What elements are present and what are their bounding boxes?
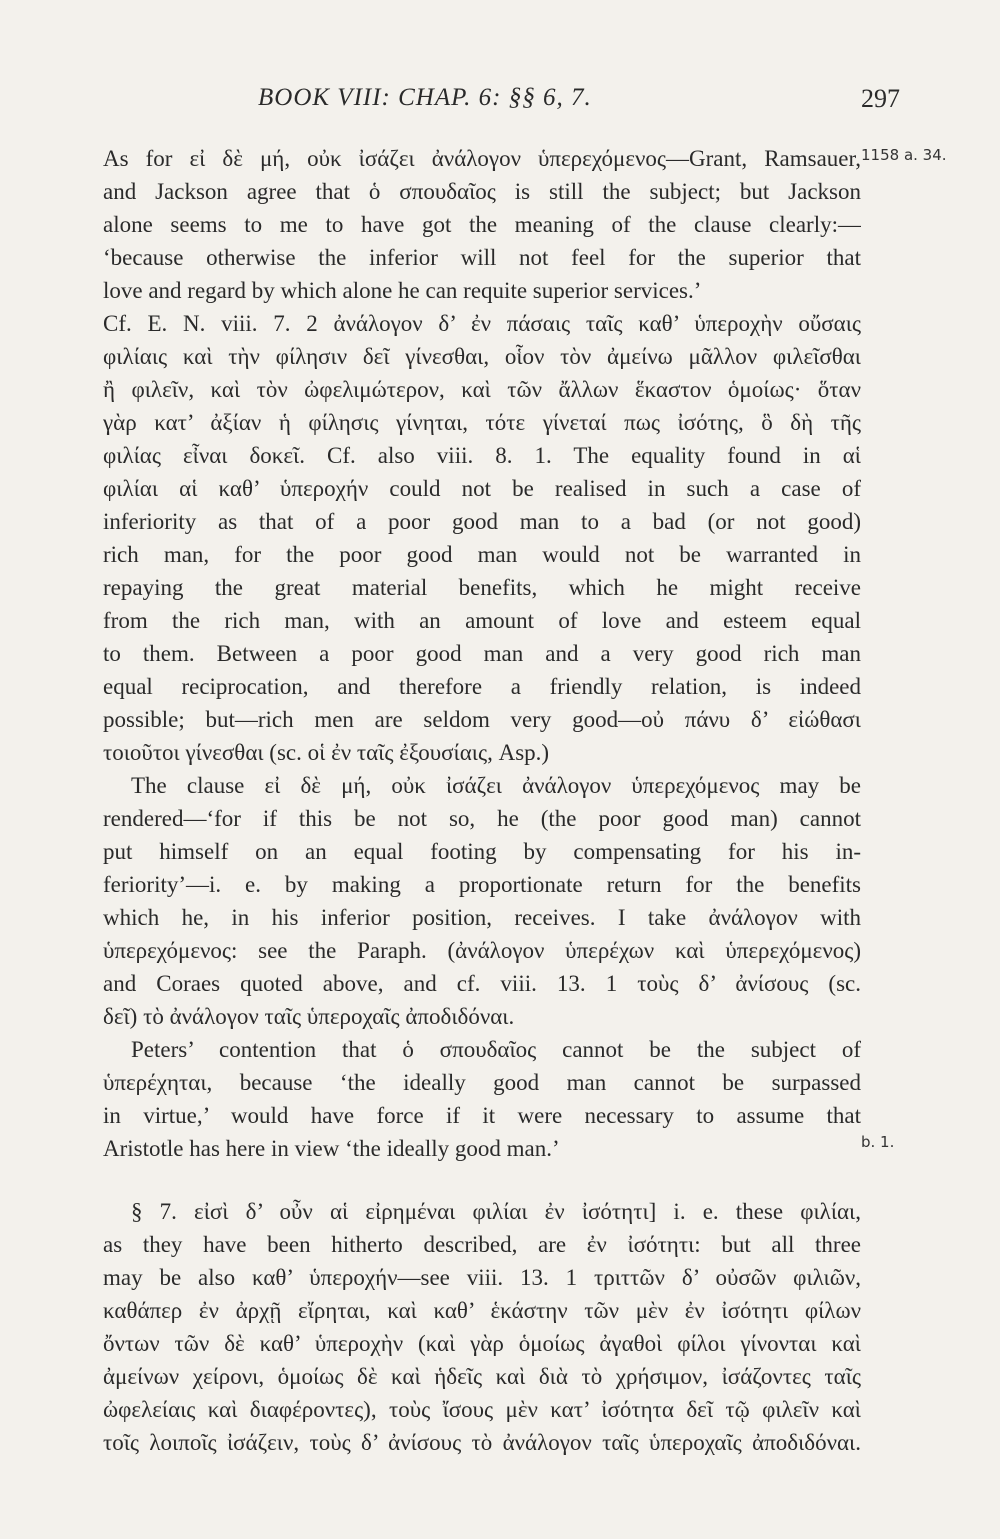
text-line: φιλίαις καὶ τὴν φίλησιν δεῖ γίνεσθαι, οἷον τὸν ἀμείνω μᾶλλον φιλεῖσθαι <box>103 344 861 369</box>
text-line: as they have been hitherto described, are ἐν ἰσότητι: but all three <box>103 1232 861 1257</box>
text-line: from the rich man, with an amount of love and esteem equal <box>103 608 861 633</box>
text-line: in virtue,’ would have force if it were necessary to assume that <box>103 1103 861 1128</box>
text-line: love and regard by which alone he can requite superior services.’ <box>103 278 702 303</box>
text-line: δεῖ) τὸ ἀνάλογον ταῖς ὑπεροχαῖς ἀποδιδόναι. <box>103 1004 515 1029</box>
section-heading-line: § 7. εἰσὶ δ’ οὖν αἱ εἰρημέναι φιλίαι ἐν ἰσότητι] i. e. these φιλίαι, <box>131 1199 861 1224</box>
text-line: As for εἰ δὲ μή, οὐκ ἰσάζει ἀνάλογον ὑπερεχόμενος—Grant, Ramsauer, <box>103 146 861 171</box>
text-line: τοῖς λοιποῖς ἰσάζειν, τοὺς δ’ ἀνίσους τὸ ἀνάλογον ταῖς ὑπεροχαῖς ἀποδιδόναι. <box>103 1430 861 1455</box>
text-line: repaying the great material benefits, which he might receive <box>103 575 861 600</box>
text-line: ἀμείνων χείρονι, ὁμοίως δὲ καὶ ἡδεῖς καὶ διὰ τὸ χρήσιμον, ἰσάζοντες ταῖς <box>103 1364 861 1389</box>
text-line: Aristotle has here in view ‘the ideally good man.’ <box>103 1136 560 1161</box>
text-line: put himself on an equal footing by compensating for his in- <box>103 839 861 864</box>
text-line: to them. Between a poor good man and a very good rich man <box>103 641 861 666</box>
running-head <box>258 84 900 124</box>
text-line: The clause εἰ δὲ μή, οὐκ ἰσάζει ἀνάλογον ὑπερεχόμενος may be <box>131 773 861 798</box>
running-head-title: BOOK VIII: CHAP. 6: §§ 6, 7. <box>258 84 592 111</box>
text-line: γὰρ κατ’ ἀξίαν ἡ φίλησις γίνηται, τότε γίνεταί πως ἰσότης, ὃ δὴ τῆς <box>103 410 861 435</box>
text-line: inferiority as that of a poor good man to a bad (or not good) <box>103 509 861 534</box>
text-line: Peters’ contention that ὁ σπουδαῖος cannot be the subject of <box>131 1037 861 1062</box>
text-line: ἢ φιλεῖν, καὶ τὸν ὠφελιμώτερον, καὶ τῶν ἄλλων ἕκαστον ὁμοίως· ὅταν <box>103 377 861 402</box>
text-line: alone seems to me to have got the meaning of the clause clearly:— <box>103 212 861 237</box>
text-line: καθάπερ ἐν ἀρχῇ εἴρηται, καὶ καθ’ ἑκάστην τῶν μὲν ἐν ἰσότητι φίλων <box>103 1298 861 1323</box>
text-line: φιλίας εἶναι δοκεῖ. Cf. also viii. 8. 1. The equality found in αἱ <box>103 443 861 468</box>
margin-reference: b. 1. <box>861 1133 895 1151</box>
text-line: and Coraes quoted above, and cf. viii. 13. 1 τοὺς δ’ ἀνίσους (sc. <box>103 971 861 996</box>
text-line: rich man, for the poor good man would not be warranted in <box>103 542 861 567</box>
text-line: feriority’—i. e. by making a proportionate return for the benefits <box>103 872 861 897</box>
text-line: rendered—‘for if this be not so, he (the poor good man) cannot <box>103 806 861 831</box>
text-line: ὄντων τῶν δὲ καθ’ ὑπεροχὴν (καὶ γὰρ ὁμοίως ἀγαθοὶ φίλοι γίνονται καὶ <box>103 1331 861 1356</box>
text-line: ὠφελείαις καὶ διαφέροντες), τοὺς ἴσους μὲν κατ’ ἰσότητα δεῖ τῷ φιλεῖν καὶ <box>103 1397 861 1422</box>
text-line: ‘because otherwise the inferior will not feel for the superior that <box>103 245 861 270</box>
page-number: 297 <box>861 84 900 113</box>
text-line: may be also καθ’ ὑπεροχήν—see viii. 13. 1 τριττῶν δ’ οὐσῶν φιλιῶν, <box>103 1265 861 1290</box>
text-line: τοιοῦτοι γίνεσθαι (sc. οἱ ἐν ταῖς ἐξουσίαις, Asp.) <box>103 740 550 765</box>
text-line: and Jackson agree that ὁ σπουδαῖος is still the subject; but Jackson <box>103 179 861 204</box>
text-line: which he, in his inferior position, receives. I take ἀνάλογον with <box>103 905 861 930</box>
text-line: Cf. E. N. viii. 7. 2 ἀνάλογον δ’ ἐν πάσαις ταῖς καθ’ ὑπεροχὴν οὔσαις <box>103 311 861 336</box>
margin-reference: 1158 a. 34. <box>861 146 947 164</box>
text-line: ὑπερέχηται, because ‘the ideally good man cannot be surpassed <box>103 1070 861 1095</box>
text-line: ὑπερεχόμενος: see the Paraph. (ἀνάλογον ὑπερέχων καὶ ὑπερεχόμενος) <box>103 938 861 963</box>
text-line: possible; but—rich men are seldom very good—οὐ πάνυ δ’ εἰώθασι <box>103 707 861 732</box>
text-line: equal reciprocation, and therefore a friendly relation, is indeed <box>103 674 861 699</box>
text-line: φιλίαι αἱ καθ’ ὑπεροχήν could not be realised in such a case of <box>103 476 861 501</box>
